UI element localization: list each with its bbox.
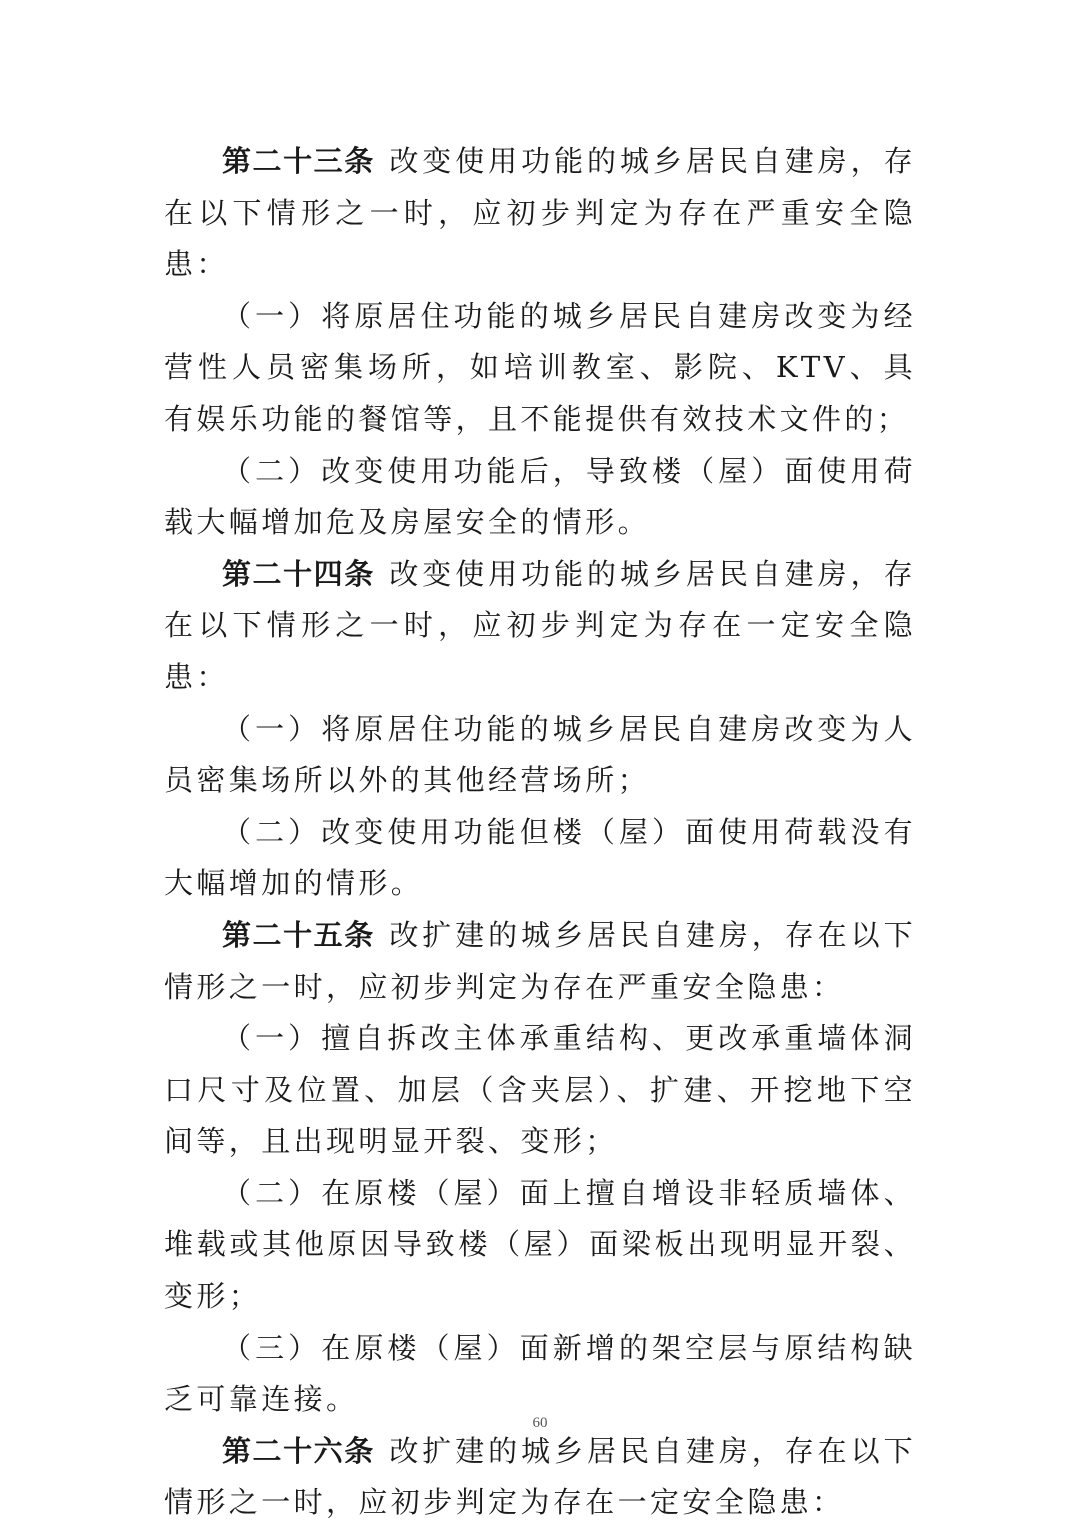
article-number: 第二十四条: [222, 556, 375, 591]
article-24: [164, 549, 916, 704]
article-25-item-1: （一）擅自拆改主体承重结构、更改承重墙体洞口尺寸及位置、加层（含夹层）、扩建、开挖地下空间等，且出现明显开裂、变形；: [164, 1021, 916, 1159]
article-text: 改扩建的城乡居民自建房，存在以下情形之一时，应初步判定为存在严重安全隐患：: [164, 917, 916, 1004]
page-number: 60: [532, 1415, 548, 1431]
article-25-item-3: （三）在原楼（屋）面新增的架空层与原结构缺乏可靠连接。: [164, 1330, 916, 1417]
article-23-item-1: （一）将原居住功能的城乡居民自建房改变为经营性人员密集场所，如培训教室、影院、KTV、具有娱乐功能的餐馆等，且不能提供有效技术文件的；: [164, 298, 916, 436]
document-page-body: [164, 136, 916, 1529]
article-25-item-2: （二）在原楼（屋）面上擅自增设非轻质墙体、堆载或其他原因导致楼（屋）面梁板出现明显开裂、变形；: [164, 1175, 916, 1314]
article-text: 改变使用功能的城乡居民自建房，存在以下情形之一时，应初步判定为存在严重安全隐患：: [164, 144, 916, 282]
article-number: 第二十三条: [222, 144, 375, 178]
article-26: [164, 1426, 916, 1529]
article-25: [164, 910, 916, 1013]
article-23-item-2: （二）改变使用功能后，导致楼（屋）面使用荷载大幅增加危及房屋安全的情形。: [164, 453, 916, 540]
article-text: 改变使用功能的城乡居民自建房，存在以下情形之一时，应初步判定为存在一定安全隐患：: [164, 556, 916, 694]
article-23: [164, 136, 916, 291]
article-number: 第二十五条: [222, 917, 375, 952]
article-24-item-2: （二）改变使用功能但楼（屋）面使用荷载没有大幅增加的情形。: [164, 814, 916, 901]
article-24-item-1: （一）将原居住功能的城乡居民自建房改变为人员密集场所以外的其他经营场所；: [164, 711, 916, 798]
article-number: 第二十六条: [222, 1433, 375, 1468]
article-text: 改扩建的城乡居民自建房，存在以下情形之一时，应初步判定为存在一定安全隐患：: [164, 1433, 916, 1520]
